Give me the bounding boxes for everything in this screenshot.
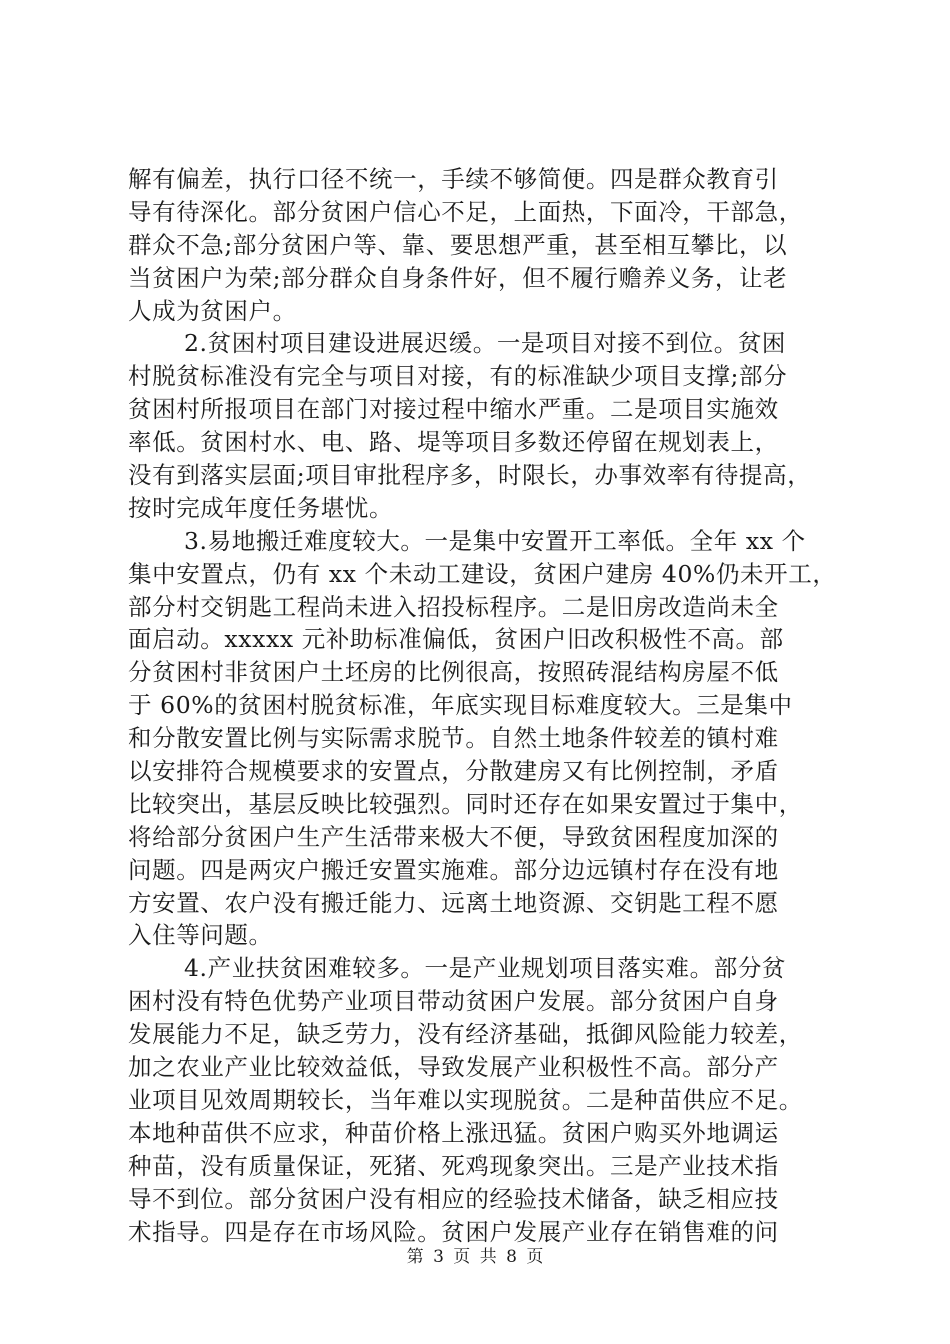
text-line: 将给部分贫困户生产生活带来极大不便，导致贫困程度加深的 [128,822,779,851]
text-line: 问题。四是两灾户搬迁安置实施难。部分边远镇村存在没有地 [128,855,779,884]
text-line: 没有到落实层面;项目审批程序多，时限长，办事效率有待提高， [128,461,812,490]
page-footer: 第 3 页 共 8 页 [406,1247,544,1267]
text-line: 当贫困户为荣;部分群众自身条件好，但不履行赡养义务，让老 [128,263,788,292]
paragraph-first-line: 4.产业扶贫困难较多。一是产业规划项目落实难。部分贫 [184,954,787,983]
text-line: 导不到位。部分贫困户没有相应的经验技术储备，缺乏相应技 [128,1184,779,1213]
paragraph-first-line: 3.易地搬迁难度较大。一是集中安置开工率低。全年 xx 个 [184,526,806,555]
text-line: 种苗，没有质量保证，死猪、死鸡现象突出。三是产业技术指 [128,1151,779,1180]
text-line: 解有偏差，执行口径不统一，手续不够简便。四是群众教育引 [128,165,779,193]
text-line: 按时完成年度任务堪忧。 [128,493,394,522]
text-line: 入住等问题。 [128,921,273,950]
text-line: 贫困村所报项目在部门对接过程中缩水严重。二是项目实施效 [128,395,779,424]
text-line: 以安排符合规模要求的安置点，分散建房又有比例控制，矛盾 [128,757,779,786]
text-line: 率低。贫困村水、电、路、堤等项目多数还停留在规划表上， [128,428,779,457]
text-line: 群众不急;部分贫困户等、靠、要思想严重，甚至相互攀比，以 [128,230,788,259]
text-line: 面启动。xxxxx 元补助标准偏低，贫困户旧改积极性不高。部 [128,625,784,654]
text-line: 困村没有特色优势产业项目带动贫困户发展。部分贫困户自身 [128,987,779,1016]
text-line: 导有待深化。部分贫困户信心不足，上面热，下面冷，干部急， [128,197,803,226]
text-line: 和分散安置比例与实际需求脱节。自然土地条件较差的镇村难 [128,724,779,753]
text-line: 比较突出，基层反映比较强烈。同时还存在如果安置过于集中， [128,789,803,818]
text-line: 本地种苗供不应求，种苗价格上涨迅猛。贫困户购买外地调运 [128,1118,779,1147]
text-line: 发展能力不足，缺乏劳力，没有经济基础，抵御风险能力较差， [128,1020,803,1049]
text-line: 人成为贫困户。 [128,296,297,325]
text-line: 分贫困村非贫困户土坯房的比例很高，按照砖混结构房屋不低 [128,658,779,687]
text-line: 部分村交钥匙工程尚未进入招投标程序。二是旧房改造尚未全 [128,592,779,621]
document-body [128,163,837,1248]
text-line: 业项目见效周期较长，当年难以实现脱贫。二是种苗供应不足。 [128,1085,803,1114]
text-line: 加之农业产业比较效益低，导致发展产业积极性不高。部分产 [128,1053,779,1082]
text-line: 方安置、农户没有搬迁能力、远离土地资源、交钥匙工程不愿 [128,888,779,917]
text-line: 村脱贫标准没有完全与项目对接，有的标准缺少项目支撑;部分 [128,362,788,391]
text-line: 于 60%的贫困村脱贫标准，年底实现目标难度较大。三是集中 [128,691,793,720]
text-line: 集中安置点，仍有 xx 个未动工建设，贫困户建房 40%仍未开工， [128,559,837,588]
text-line: 术指导。四是存在市场风险。贫困户发展产业存在销售难的问 [128,1217,779,1246]
paragraph-first-line: 2.贫困村项目建设进展迟缓。一是项目对接不到位。贫困 [184,329,787,358]
